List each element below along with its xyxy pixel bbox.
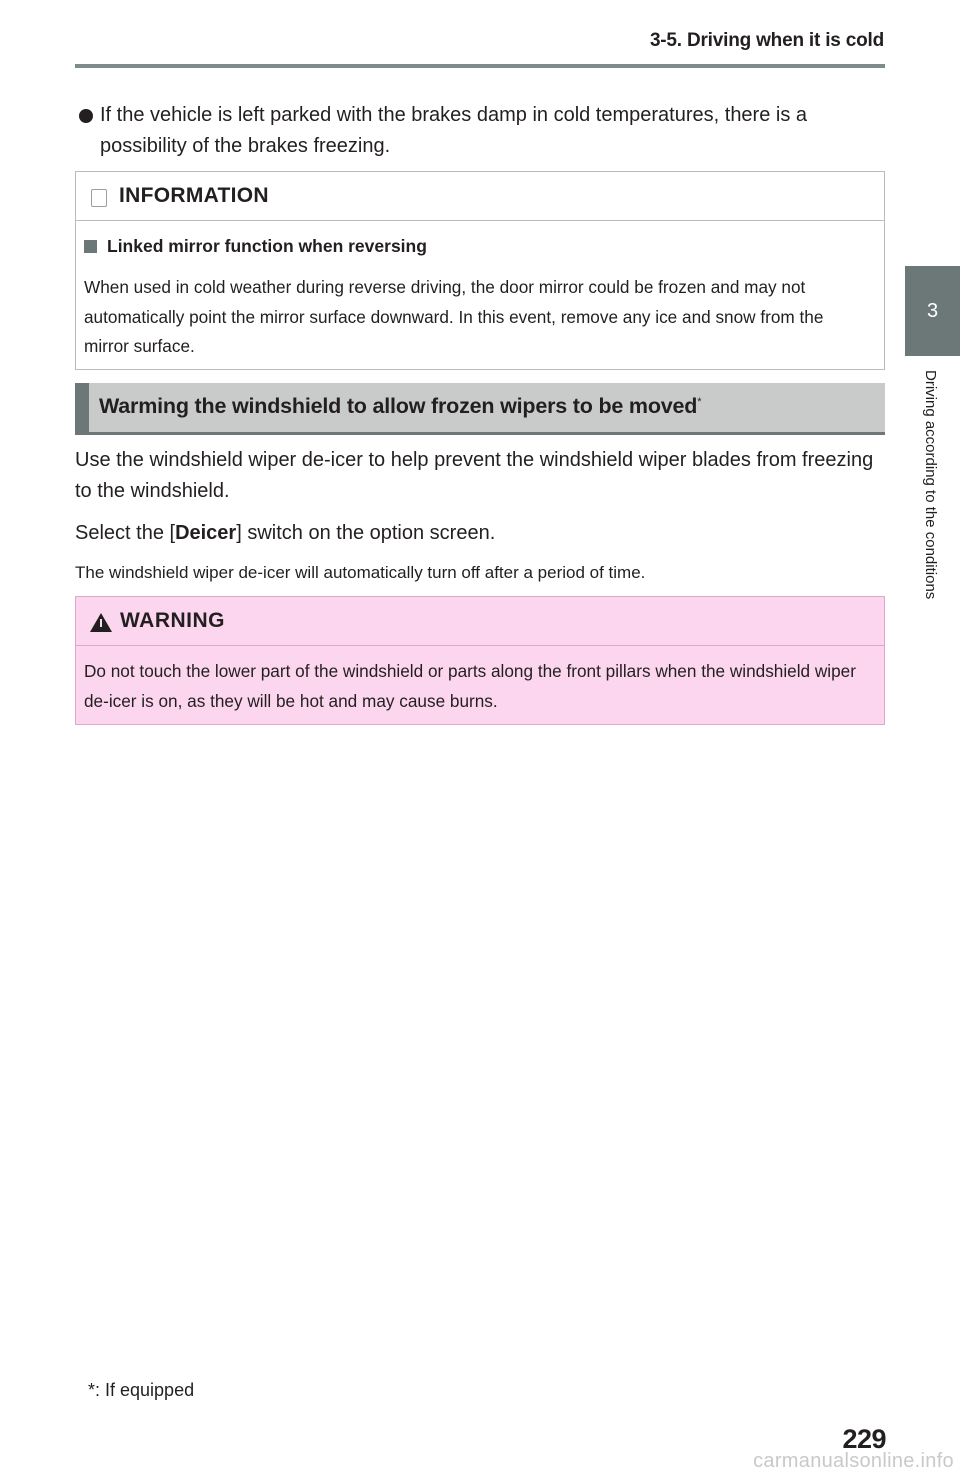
chapter-side-label xyxy=(913,370,943,670)
warning-text: Do not touch the lower part of the windshield or parts along the front pillars when the windshield wiper de-icer is on, as they will be hot and may cause burns. xyxy=(84,661,856,711)
bullet-dot-icon xyxy=(79,109,93,123)
body-paragraph-2 xyxy=(75,518,495,549)
bullet-paragraph xyxy=(75,100,887,162)
paragraph2-before: Select the [ xyxy=(75,522,176,544)
warning-exclamation-mark xyxy=(100,619,102,627)
footnote: *: If equipped xyxy=(88,1380,195,1400)
body-paragraph-3: The windshield wiper de-icer will automatically turn off after a period of time. xyxy=(75,563,646,582)
warning-title: WARNING xyxy=(120,609,225,632)
header-rule xyxy=(75,64,885,68)
section-title-text: Warming the windshield to allow frozen wipers to be moved xyxy=(99,394,698,418)
section-heading-bar xyxy=(75,383,89,432)
chapter-label: Driving according to the conditions xyxy=(922,370,939,600)
warning-box xyxy=(75,596,885,725)
header-section-title: 3-5. Driving when it is cold xyxy=(649,30,884,51)
footnote-marker: * xyxy=(697,395,702,408)
bullet-text: If the vehicle is left parked with the brakes damp in cold temperatures, there is a possibility of the brakes freezing. xyxy=(100,104,808,157)
information-text: When used in cold weather during reverse driving, the door mirror could be frozen and may not automatically point the mirror surface downward. In this event, remove any ice and snow from the mirror surface. xyxy=(84,277,824,356)
warning-header xyxy=(76,597,884,646)
paragraph2-after: ] switch on the option screen. xyxy=(236,522,496,544)
square-bullet-icon xyxy=(84,240,97,253)
note-icon xyxy=(91,189,107,207)
page-number: 229 xyxy=(842,1424,886,1454)
body-paragraph-1: Use the windshield wiper de-icer to help prevent the windshield wiper blades from freezing to the windshield. xyxy=(75,449,874,502)
information-title: INFORMATION xyxy=(119,184,269,207)
information-box xyxy=(75,171,885,370)
section-heading xyxy=(75,383,885,435)
chapter-tab xyxy=(905,266,960,356)
section-title xyxy=(99,394,701,419)
deicer-switch-name: Deicer xyxy=(175,522,237,544)
information-header xyxy=(76,172,884,221)
watermark: carmanualsonline.info xyxy=(753,1450,954,1472)
chapter-number: 3 xyxy=(926,299,939,322)
information-subheading xyxy=(84,236,427,257)
information-subheading-text: Linked mirror function when reversing xyxy=(107,236,427,256)
